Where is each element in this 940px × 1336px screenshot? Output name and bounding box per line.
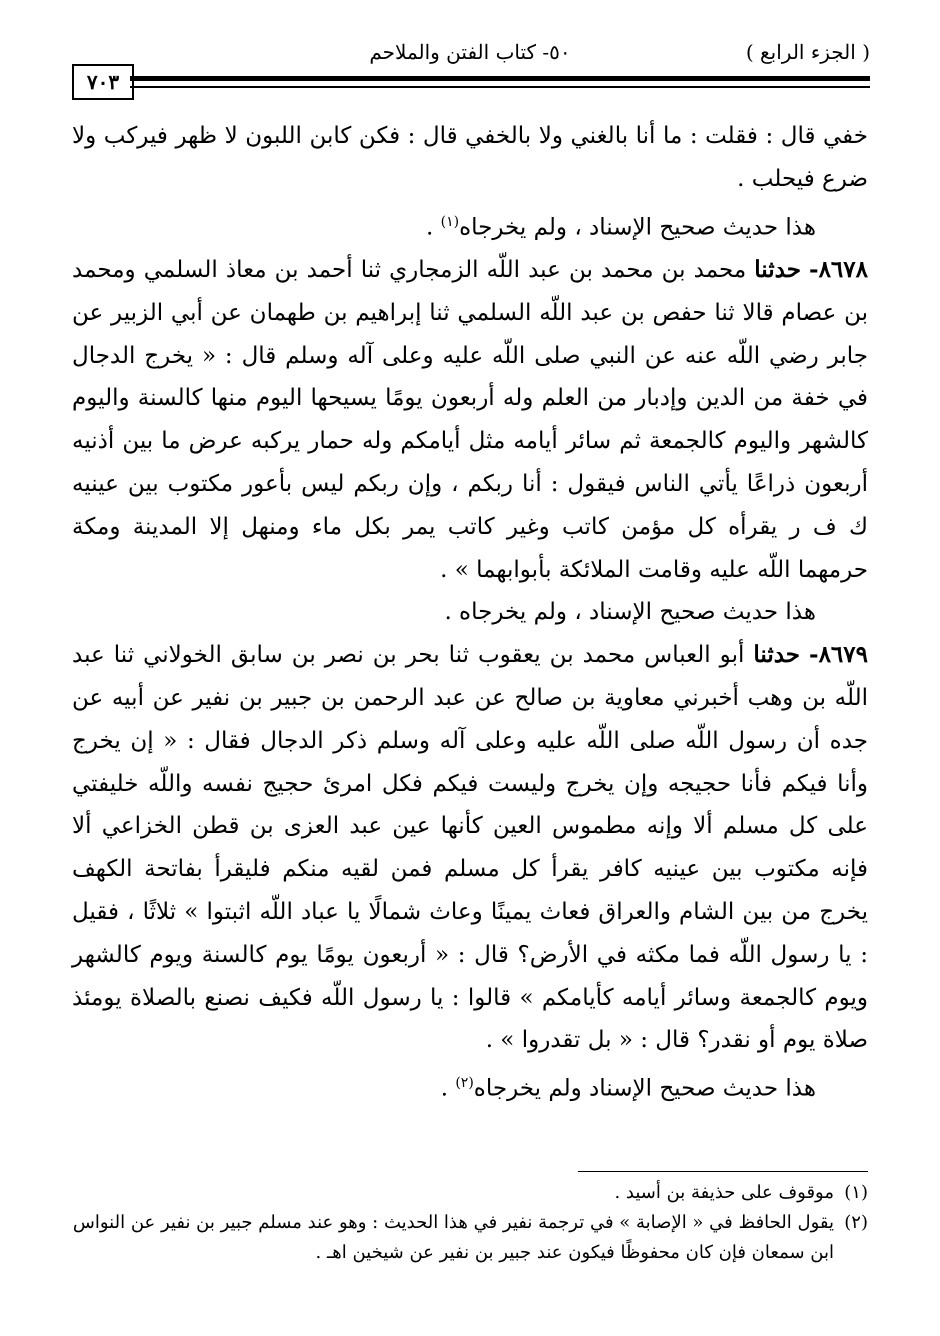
volume-label: ( الجزء الرابع ) xyxy=(745,40,870,64)
chapter-title: ٥٠- كتاب الفتن والملاحم xyxy=(369,40,571,64)
paragraph-continuation: خفي قال : فقلت : ما أنا بالغني ولا بالخفي قال : فكن كابن اللبون لا ظهر فيركب ولا ضرع فيحلب . xyxy=(72,123,868,192)
header-rule-thick xyxy=(130,76,870,81)
footnote-separator xyxy=(578,1171,868,1172)
footnote-text: موقوف على حذيفة بن أسيد . xyxy=(614,1182,834,1203)
footnotes xyxy=(72,1178,868,1268)
hadith-keyword: حدثنا xyxy=(753,641,801,669)
grading-statement: هذا حديث صحيح الإسناد ، ولم يخرجاه . xyxy=(444,599,816,626)
main-text xyxy=(72,115,868,1111)
hadith-text: أبو العباس محمد بن يعقوب ثنا بحر بن نصر بن سابق الخولاني ثنا عبد اللّه بن وهب أخبرني معاوية بن صالح عن عبد الرحمن بن جبير بن نفير عن أبيه عن جده أن رسول اللّه صلى اللّه عليه وعلى آله وسلم ذكر الدجال فقال : « إن يخرج وأنا فيكم فأنا حجيجه وإن يخرج وليست فيكم فكل امرئ حجيج نفسه واللّه خليفتي على كل مسلم ألا وإنه مطموس العين كأنها عين عبد العزى بن قطن الخزاعي ألا فإنه مكتوب بين عينيه كافر يقرأ كل مسلم فمن لقيه منكم فليقرأ بفاتحة الكهف يخرج من بين الشام والعراق فعاث يمينًا وعاث شمالًا يا عباد اللّه اثبتوا » ثلاثًا ، فقيل : يا رسول اللّه فما مكثه في الأرض؟ قال : « أربعون يومًا يوم كالسنة ويوم كالشهر ويوم كالجمعة وسائر أيامه كأيامكم » قالوا : يا رسول اللّه فكيف نصنع بالصلاة يومئذ صلاة يوم أو نقدر؟ قال : « بل تقدروا » . xyxy=(72,642,868,1054)
grading-end: . xyxy=(425,214,441,241)
grading-statement xyxy=(72,1062,868,1110)
footnote-2 xyxy=(72,1208,868,1238)
grading-text: هذا حديث صحيح الإسناد ، ولم يخرجاه xyxy=(459,214,816,241)
running-header xyxy=(70,40,870,70)
hadith-number: ٨٦٧٨- xyxy=(809,256,868,284)
grading-statement xyxy=(72,201,868,249)
footnote-mark: (٢) xyxy=(844,1212,868,1233)
hadith-keyword: حدثنا xyxy=(754,256,801,284)
page-number: ٧٠٣ xyxy=(72,64,134,100)
footnote-1 xyxy=(72,1178,868,1208)
grading-text: هذا حديث صحيح الإسناد ولم يخرجاه xyxy=(473,1075,816,1102)
hadith-8679 xyxy=(72,634,868,1062)
hadith-8678 xyxy=(72,249,868,591)
header-rule-thin xyxy=(130,86,870,88)
footnote-mark: (١) xyxy=(844,1182,868,1203)
footnote-ref-2: (٢) xyxy=(455,1075,474,1092)
footnote-ref-1: (١) xyxy=(440,213,460,230)
hadith-text: محمد بن محمد بن عبد اللّه الزمجاري ثنا أحمد بن معاذ السلمي ومحمد بن عصام قالا ثنا حفص بن عبد اللّه السلمي ثنا إبراهيم بن طهمان عن أبي الزبير عن جابر رضي اللّه عنه عن النبي صلى اللّه عليه وعلى آله وسلم قال : « يخرج الدجال في خفة من الدين وإدبار من العلم وله أربعون يومًا يسيحها اليوم منها كالسنة واليوم كالشهر واليوم كالجمعة ثم سائر أيامه مثل أيامكم وله حمار يركبه عرض ما بين أذنيه أربعون ذراعًا يأتي الناس فيقول : أنا ربكم ، وإن ربكم ليس بأعور مكتوب بين عينيه ك ف ر يقرأه كل مؤمن كاتب وغير كاتب يمر بكل ماء ومنهل إلا المدينة ومكة حرمهما اللّه عليه وقامت الملائكة بأبوابهما » . xyxy=(72,257,868,583)
footnote-2-continuation: ابن سمعان فإن كان محفوظًا فيكون عند جبير بن نفير عن شيخين اهـ . xyxy=(315,1242,834,1263)
hadith-number: ٨٦٧٩- xyxy=(809,641,868,669)
footnote-text: يقول الحافظ في « الإصابة » في ترجمة نفير في هذا الحديث : وهو عند مسلم جبير بن نفير عن النواس xyxy=(72,1212,834,1233)
grading-end: . xyxy=(440,1075,456,1102)
